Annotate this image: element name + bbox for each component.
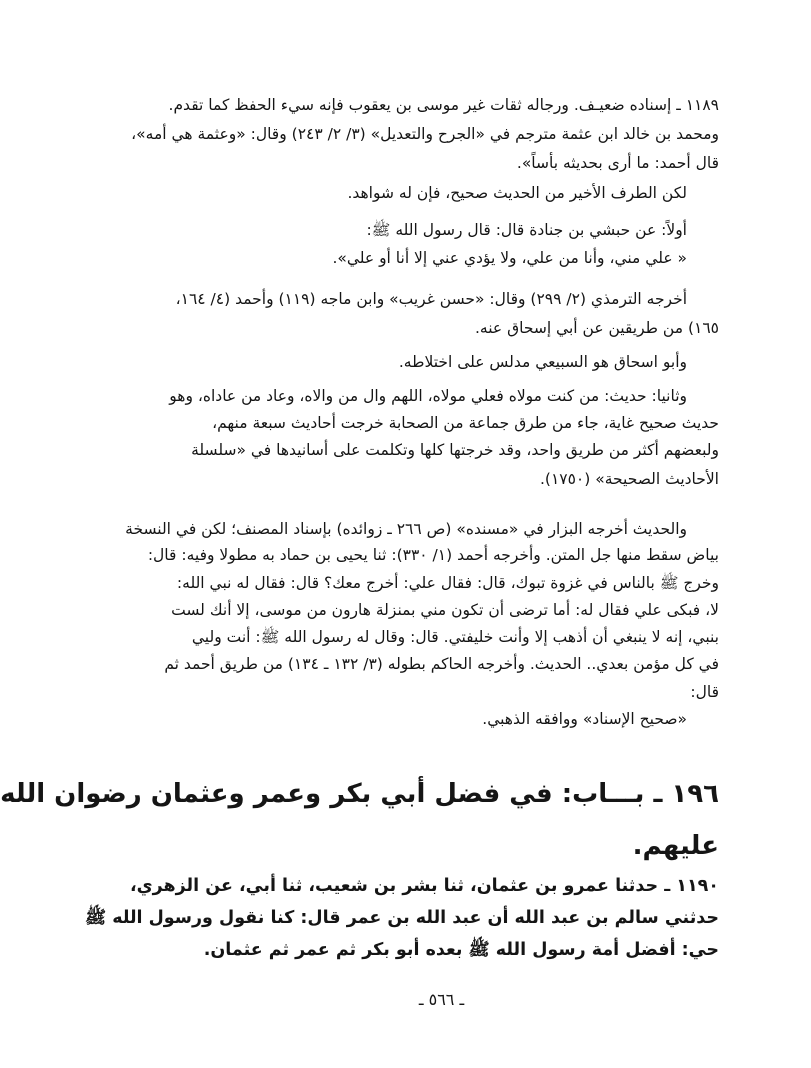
footnote-1189-line-2: ومحمد بن خالد ابن عثمة مترجم في «الجرح والتعديل» (٣/ ٢/ ٢٤٣) وقال: «وعثمة هي أمه»، bbox=[131, 125, 719, 143]
bazzar-note-line-7: قال: bbox=[690, 683, 719, 701]
abu-ishaq-note: وأبو اسحاق هو السبيعي مدلس على اختلاطه. bbox=[398, 353, 687, 371]
chapter-heading-line-1: ١٩٦ ـ بـــاب: في فضل أبي بكر وعمر وعثمان رضوان الله bbox=[0, 779, 719, 809]
bazzar-note-line-4: لا، فبكى علي فقال له: أما ترضى أن تكون مني بمنزلة هارون من موسى، إلا أنك لست bbox=[171, 601, 719, 619]
bazzar-note-line-5: بنبي، إنه لا ينبغي أن أذهب إلا وأنت خليفتي. قال: وقال له رسول الله ﷺ: أنت وليي bbox=[191, 628, 719, 646]
footnote-1189-line-3: قال أحمد: ما أرى بحديثه بأساً». bbox=[516, 154, 719, 172]
bazzar-note-line-2: بياض سقط منها جل المتن. وأخرجه أحمد (١/ ٣٣٠): ثنا يحيى بن حماد به مطولا وفيه: قال: bbox=[147, 546, 719, 564]
page-number: ـ ٥٦٦ ـ bbox=[418, 990, 465, 1009]
first-witness-text: « علي مني، وأنا من علي، ولا يؤدي عني إلا أنا أو علي». bbox=[332, 249, 687, 267]
hadith-1190-line-3: حي: أفضل أمة رسول الله ﷺ بعده أبو بكر ثم عمر ثم عثمان. bbox=[203, 940, 719, 960]
second-witness-line-4: الأحاديث الصحيحة» (١٧٥٠). bbox=[539, 470, 719, 488]
second-witness-line-2: حديث صحيح غاية، جاء من طرق جماعة من الصحابة خرجت أحاديث سبعة منهم، bbox=[212, 414, 719, 432]
bazzar-note-line-8: «صحيح الإسناد» ووافقه الذهبي. bbox=[482, 710, 687, 728]
bazzar-note-line-3: وخرج ﷺ بالناس في غزوة تبوك، قال: فقال علي: أخرج معك؟ قال: فقال له نبي الله: bbox=[176, 574, 719, 592]
bazzar-note-line-6: في كل مؤمن بعدي.. الحديث. وأخرجه الحاكم بطوله (٣/ ١٣٢ ـ ١٣٤) من طريق أحمد ثم bbox=[164, 655, 719, 673]
hadith-1190-line-2: حدثني سالم بن عبد الله أن عبد الله بن عمر قال: كنا نقول ورسول الله ﷺ bbox=[84, 908, 719, 928]
footnote-1189-line-4: لكن الطرف الأخير من الحديث صحيح، فإن له شواهد. bbox=[347, 184, 687, 202]
footnote-1189-line-1: ١١٨٩ ـ إسناده ضعيـف. ورجاله ثقات غير موسى بن يعقوب فإنه سيء الحفظ كما تقدم. bbox=[168, 96, 719, 114]
bazzar-note-line-1: والحديث أخرجه البزار في «مسنده» (ص ٢٦٦ ـ زوائده) بإسناد المصنف؛ لكن في النسخة bbox=[125, 520, 687, 538]
takhrij-line-1: أخرجه الترمذي (٢/ ٢٩٩) وقال: «حسن غريب» وابن ماجه (١١٩) وأحمد (٤/ ١٦٤، bbox=[175, 290, 687, 308]
takhrij-line-2: ١٦٥) من طريقين عن أبي إسحاق عنه. bbox=[474, 319, 719, 337]
first-witness-intro: أولاً: عن حبشي بن جنادة قال: قال رسول الله ﷺ: bbox=[366, 221, 687, 239]
hadith-1190-line-1: ١١٩٠ ـ حدثنا عمرو بن عثمان، ثنا بشر بن شعيب، ثنا أبي، عن الزهري، bbox=[129, 876, 719, 896]
second-witness-line-3: ولبعضهم أكثر من طريق واحد، وقد خرجتها كلها وتكلمت على أسانيدها في «سلسلة bbox=[191, 441, 719, 459]
chapter-heading-line-2: عليهم. bbox=[632, 831, 719, 861]
second-witness-line-1: وثانيا: حديث: من كنت مولاه فعلي مولاه، اللهم وال من والاه، وعاد من عاداه، وهو bbox=[169, 387, 687, 405]
